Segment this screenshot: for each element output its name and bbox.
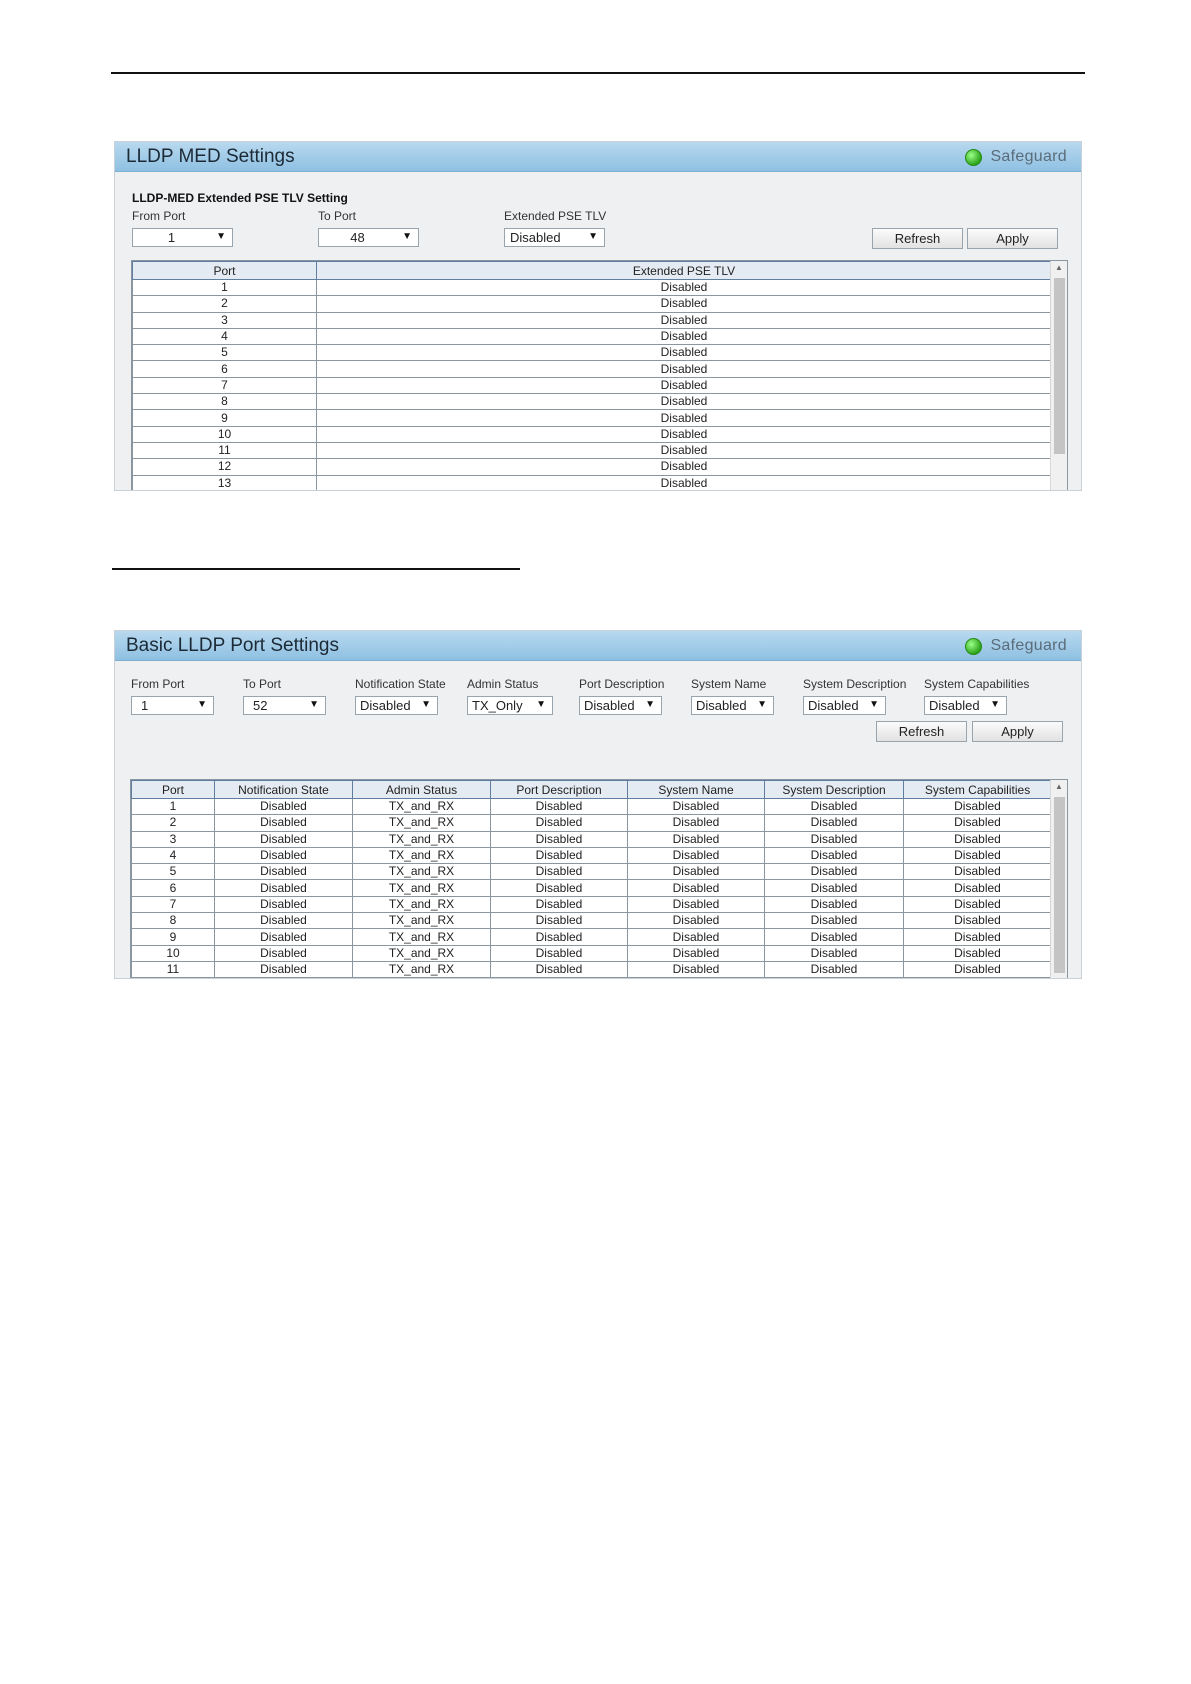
table-cell: TX_and_RX [353, 831, 491, 847]
table-cell: Disabled [215, 945, 353, 961]
table-cell: 3 [133, 312, 317, 328]
table-cell: 8 [133, 394, 317, 410]
chevron-down-icon: ▼ [216, 231, 226, 242]
safeguard-indicator [965, 637, 1067, 655]
system-capabilities-select[interactable] [924, 696, 1007, 715]
table-cell: Disabled [765, 864, 904, 880]
safeguard-label: Safeguard [990, 148, 1067, 165]
refresh-button[interactable]: Refresh [876, 721, 967, 742]
table-row [132, 929, 1052, 945]
system-name-value: Disabled [696, 698, 747, 713]
safeguard-status-icon [965, 149, 982, 166]
table-cell: Disabled [765, 815, 904, 831]
from-port-value: 1 [141, 698, 149, 713]
chevron-down-icon: ▼ [197, 699, 207, 710]
table-row [133, 442, 1052, 458]
chevron-down-icon: ▼ [645, 699, 655, 710]
table-cell: Disabled [628, 799, 765, 815]
chevron-down-icon: ▼ [421, 699, 431, 710]
column-header: Notification State [215, 781, 353, 799]
table-cell: TX_and_RX [353, 913, 491, 929]
scroll-up-arrow-icon[interactable]: ▲ [1055, 263, 1063, 272]
panel-titlebar [115, 631, 1081, 661]
table-cell: Disabled [491, 847, 628, 863]
table-cell: Disabled [491, 913, 628, 929]
table-scrollbar[interactable] [1050, 261, 1067, 491]
admin-status-select[interactable] [467, 696, 553, 715]
safeguard-label: Safeguard [990, 637, 1067, 654]
table-cell: 1 [133, 280, 317, 296]
table-cell: Disabled [317, 475, 1052, 491]
to-port-label: To Port [318, 209, 357, 223]
chevron-down-icon: ▼ [588, 231, 598, 242]
table-cell: 7 [133, 377, 317, 393]
table-cell: Disabled [765, 799, 904, 815]
to-port-value: 52 [253, 698, 268, 713]
table-cell: Disabled [491, 831, 628, 847]
table-cell: Disabled [317, 426, 1052, 442]
table-cell: Disabled [765, 929, 904, 945]
table-cell: 5 [133, 345, 317, 361]
port-description-select[interactable] [579, 696, 662, 715]
chevron-down-icon: ▼ [309, 699, 319, 710]
from-port-label: From Port [132, 209, 186, 223]
table-cell: Disabled [628, 847, 765, 863]
table-row [133, 328, 1052, 344]
table-row [133, 394, 1052, 410]
table-cell: Disabled [628, 945, 765, 961]
extended-pse-tlv-table-container [131, 260, 1068, 491]
table-cell: Disabled [904, 961, 1052, 977]
safeguard-indicator [965, 148, 1067, 166]
table-cell: Disabled [317, 328, 1052, 344]
table-cell: Disabled [491, 815, 628, 831]
table-cell: Disabled [765, 847, 904, 863]
table-row [133, 426, 1052, 442]
table-cell: Disabled [904, 913, 1052, 929]
table-cell: Disabled [765, 831, 904, 847]
table-cell: Disabled [904, 896, 1052, 912]
table-cell: 13 [133, 475, 317, 491]
table-row [132, 961, 1052, 977]
table-cell: Disabled [491, 929, 628, 945]
notification-state-select[interactable] [355, 696, 438, 715]
table-cell: Disabled [491, 961, 628, 977]
table-cell: Disabled [904, 864, 1052, 880]
table-cell: Disabled [904, 815, 1052, 831]
extended-pse-tlv-label: Extended PSE TLV [504, 209, 607, 223]
table-cell: Disabled [491, 864, 628, 880]
table-cell: TX_and_RX [353, 961, 491, 977]
chevron-down-icon: ▼ [990, 699, 1000, 710]
chevron-down-icon: ▼ [757, 699, 767, 710]
table-row [133, 312, 1052, 328]
table-cell: Disabled [628, 815, 765, 831]
table-cell: Disabled [215, 929, 353, 945]
table-row [132, 864, 1052, 880]
apply-button[interactable]: Apply [967, 228, 1058, 249]
port-description-value: Disabled [584, 698, 635, 713]
system-description-value: Disabled [808, 698, 859, 713]
table-cell: 2 [132, 815, 215, 831]
table-cell: TX_and_RX [353, 847, 491, 863]
table-cell: Disabled [904, 945, 1052, 961]
table-cell: Disabled [628, 961, 765, 977]
table-cell: Disabled [215, 799, 353, 815]
table-cell: Disabled [765, 896, 904, 912]
system-capabilities-value: Disabled [929, 698, 980, 713]
table-cell: Disabled [628, 929, 765, 945]
safeguard-status-icon [965, 638, 982, 655]
table-cell: TX_and_RX [353, 880, 491, 896]
table-row [132, 831, 1052, 847]
table-cell: 9 [133, 410, 317, 426]
chevron-down-icon: ▼ [536, 699, 546, 710]
table-cell: 6 [132, 880, 215, 896]
table-cell: Disabled [765, 961, 904, 977]
table-cell: Disabled [215, 880, 353, 896]
table-cell: Disabled [317, 394, 1052, 410]
table-cell: Disabled [317, 361, 1052, 377]
table-cell: 9 [132, 929, 215, 945]
from-port-value: 1 [167, 230, 176, 245]
table-cell: Disabled [765, 880, 904, 896]
table-row [133, 345, 1052, 361]
table-cell: Disabled [317, 280, 1052, 296]
table-cell: TX_and_RX [353, 945, 491, 961]
table-cell: 12 [133, 459, 317, 475]
table-cell: Disabled [215, 896, 353, 912]
panel-titlebar [115, 142, 1081, 172]
table-cell: Disabled [317, 345, 1052, 361]
basic-lldp-port-settings-panel [114, 630, 1082, 979]
table-row [133, 361, 1052, 377]
to-port-value: 48 [350, 230, 365, 245]
table-cell: Disabled [904, 880, 1052, 896]
table-cell: 10 [133, 426, 317, 442]
section-divider-rule [112, 568, 520, 570]
table-cell: 8 [132, 913, 215, 929]
table-cell: 11 [133, 442, 317, 458]
table-cell: 4 [133, 328, 317, 344]
table-cell: Disabled [215, 847, 353, 863]
table-row [133, 475, 1052, 491]
table-cell: 10 [132, 945, 215, 961]
table-cell: 4 [132, 847, 215, 863]
table-cell: Disabled [628, 896, 765, 912]
table-cell: TX_and_RX [353, 896, 491, 912]
table-header-row [132, 781, 1052, 799]
table-cell: Disabled [904, 831, 1052, 847]
extended-pse-tlv-value: Disabled [510, 230, 561, 245]
column-header: Admin Status [353, 781, 491, 799]
table-cell: Disabled [317, 410, 1052, 426]
table-header-row [133, 262, 1052, 280]
table-row [132, 815, 1052, 831]
system-name-label: System Name [691, 677, 767, 691]
table-cell: Disabled [215, 864, 353, 880]
table-cell: Disabled [317, 296, 1052, 312]
refresh-button[interactable]: Refresh [872, 228, 963, 249]
table-cell: 11 [132, 961, 215, 977]
from-port-label: From Port [131, 677, 185, 691]
table-cell: Disabled [317, 442, 1052, 458]
table-cell: Disabled [904, 847, 1052, 863]
table-row [132, 896, 1052, 912]
table-cell: Disabled [215, 913, 353, 929]
table-cell: TX_and_RX [353, 799, 491, 815]
table-cell: Disabled [491, 896, 628, 912]
column-header: Port Description [491, 781, 628, 799]
table-cell: 6 [133, 361, 317, 377]
admin-status-label: Admin Status [467, 677, 539, 691]
table-cell: TX_and_RX [353, 929, 491, 945]
column-header: System Description [765, 781, 904, 799]
notification-state-value: Disabled [360, 698, 411, 713]
to-port-select[interactable] [318, 228, 419, 247]
scrollbar-thumb[interactable] [1054, 278, 1065, 454]
table-cell: Disabled [765, 945, 904, 961]
port-description-label: Port Description [579, 677, 665, 691]
column-header: Port [133, 262, 317, 280]
from-port-select[interactable] [132, 228, 233, 247]
to-port-label: To Port [243, 677, 282, 691]
lldp-med-settings-panel [114, 141, 1082, 491]
table-scrollbar[interactable] [1050, 780, 1067, 979]
table-row [133, 410, 1052, 426]
table-cell: Disabled [491, 945, 628, 961]
table-cell: Disabled [317, 312, 1052, 328]
column-header: System Capabilities [904, 781, 1052, 799]
lldp-port-table [131, 780, 1052, 978]
panel-title: Basic LLDP Port Settings [126, 635, 339, 656]
extended-pse-tlv-table [132, 261, 1052, 491]
table-cell: TX_and_RX [353, 815, 491, 831]
scrollbar-thumb[interactable] [1054, 797, 1065, 973]
column-header: Port [132, 781, 215, 799]
system-description-label: System Description [803, 677, 907, 691]
from-port-select[interactable] [131, 696, 214, 715]
table-cell: Disabled [491, 799, 628, 815]
scroll-up-arrow-icon[interactable]: ▲ [1055, 782, 1063, 791]
to-port-select[interactable] [243, 696, 326, 715]
panel-title: LLDP MED Settings [126, 146, 295, 167]
table-cell: 7 [132, 896, 215, 912]
table-row [132, 880, 1052, 896]
apply-button[interactable]: Apply [972, 721, 1063, 742]
table-row [132, 799, 1052, 815]
table-row [133, 377, 1052, 393]
column-header: System Name [628, 781, 765, 799]
system-description-select[interactable] [803, 696, 886, 715]
table-cell: Disabled [317, 459, 1052, 475]
table-cell: Disabled [904, 929, 1052, 945]
table-cell: Disabled [491, 880, 628, 896]
chevron-down-icon: ▼ [402, 231, 412, 242]
table-cell: Disabled [215, 831, 353, 847]
table-cell: Disabled [215, 815, 353, 831]
table-cell: 5 [132, 864, 215, 880]
table-row [132, 945, 1052, 961]
lldp-port-table-container [130, 779, 1068, 979]
table-cell: Disabled [628, 880, 765, 896]
table-cell: Disabled [628, 913, 765, 929]
table-cell: 1 [132, 799, 215, 815]
table-row [132, 913, 1052, 929]
table-cell: 3 [132, 831, 215, 847]
table-cell: 2 [133, 296, 317, 312]
table-row [133, 459, 1052, 475]
section-title: LLDP-MED Extended PSE TLV Setting [132, 191, 348, 205]
table-row [133, 296, 1052, 312]
system-name-select[interactable] [691, 696, 774, 715]
table-row [132, 847, 1052, 863]
table-cell: Disabled [317, 377, 1052, 393]
chevron-down-icon: ▼ [869, 699, 879, 710]
notification-state-label: Notification State [355, 677, 446, 691]
table-cell: Disabled [904, 799, 1052, 815]
table-cell: Disabled [628, 831, 765, 847]
table-cell: Disabled [215, 961, 353, 977]
admin-status-value: TX_Only [472, 698, 523, 713]
table-row [133, 280, 1052, 296]
extended-pse-tlv-select[interactable] [504, 228, 605, 247]
table-cell: Disabled [765, 913, 904, 929]
table-cell: TX_and_RX [353, 864, 491, 880]
system-capabilities-label: System Capabilities [924, 677, 1030, 691]
table-cell: Disabled [628, 864, 765, 880]
column-header: Extended PSE TLV [317, 262, 1052, 280]
page-header-rule [111, 72, 1085, 74]
